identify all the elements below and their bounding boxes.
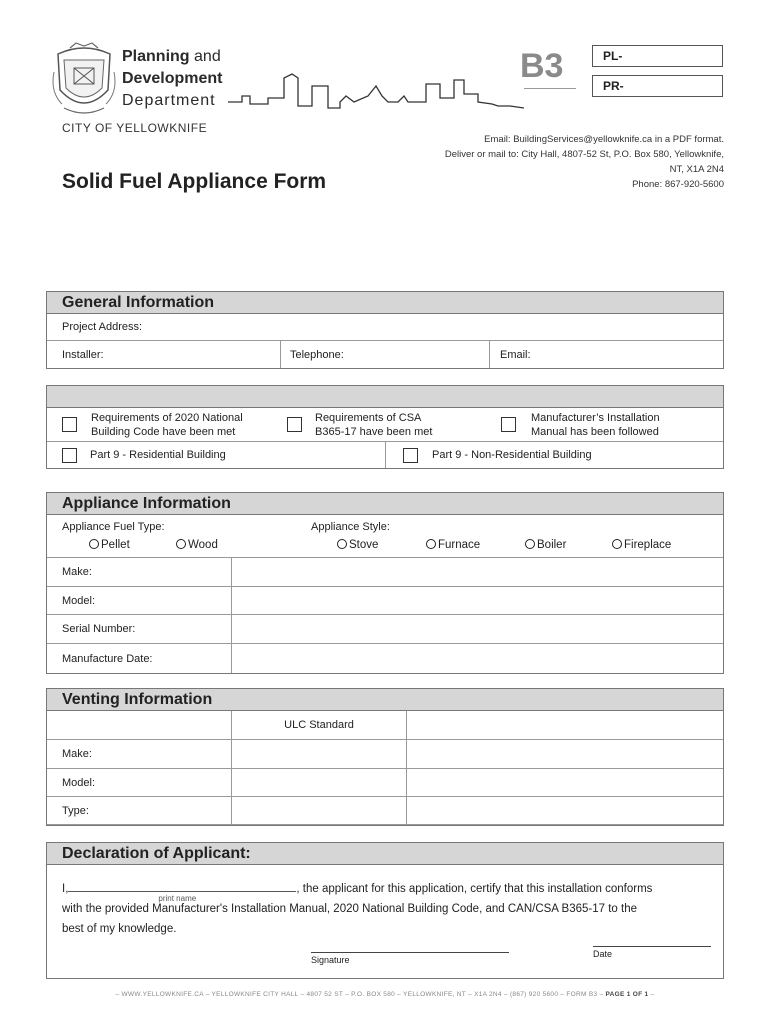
logo-line2: Development [122,70,223,87]
requirements-heading [47,386,723,408]
csa-line1: Requirements of CSA [315,411,422,424]
declaration-line2: with the provided Manufacturer's Installation Manual, 2020 National Building Code, and CAN/CSA B365-17 to the [62,903,637,915]
serial-number-row [47,615,723,644]
date-field[interactable] [593,946,711,947]
logo-wordmark [122,46,222,112]
declaration-section [46,842,724,979]
venting-information-section [46,688,724,826]
appliance-make-field[interactable] [232,558,723,586]
venting-type-label: Type: [62,804,89,817]
appliance-type-row [47,515,723,558]
email-field[interactable] [491,341,723,368]
contact-postal: NT, X1A 2N4 [669,164,724,175]
csa-checkbox[interactable] [287,417,302,432]
boiler-radio[interactable] [525,539,535,549]
furnace-label: Furnace [438,539,481,551]
venting-make-field[interactable] [407,740,723,768]
nonresidential-checkbox[interactable] [403,448,418,463]
wood-radio[interactable] [176,539,186,549]
requirements-section [46,385,724,469]
pl-label: PL- [603,49,623,63]
manufacture-date-row [47,644,723,673]
declaration-line1: , the applicant for this application, certify that this installation conforms [296,883,653,895]
footer-tail: – [650,991,655,998]
stove-label: Stove [349,539,379,551]
footer-page: PAGE 1 OF 1 [605,991,649,998]
footer-text: – WWW.YELLOWKNIFE.CA – YELLOWKNIFE CITY HALL – 4807 52 ST – P.O. BOX 580 – YELLOWKNIFE, NT – X1A 2N4 – (867) 920 5600 – FORM B3 – [115,991,604,998]
signature-field[interactable] [311,952,509,953]
fireplace-label: Fireplace [624,539,672,551]
serial-number-field[interactable] [232,615,723,643]
contact-phone: Phone: 867-920-5600 [632,179,724,190]
stove-option[interactable] [337,539,378,551]
appliance-make-label: Make: [62,566,92,578]
logo-line1: Planning [122,48,190,65]
wood-option[interactable] [176,539,218,551]
appliance-information-section [46,492,724,674]
contact-block [364,132,724,192]
appliance-model-row [47,587,723,615]
telephone-field[interactable] [281,341,477,368]
print-name-field[interactable] [68,879,296,903]
pl-number-field[interactable] [592,45,723,67]
stove-radio[interactable] [337,539,347,549]
installer-label: Installer: [62,348,104,361]
general-information-heading: General Information [47,292,723,314]
manufacturer-line1: Manufacturer’s Installation [531,411,660,424]
requirements-row [47,408,723,442]
declaration-prefix: I, [62,883,69,895]
installer-field[interactable] [53,341,279,368]
manufacturer-checkbox[interactable] [501,417,516,432]
venting-make-label: Make: [62,748,92,760]
logo-line3: Department [122,92,216,109]
project-address-row[interactable] [47,314,723,341]
wood-label: Wood [188,539,218,551]
appliance-model-label: Model: [62,594,96,607]
page-footer [0,991,770,998]
requirement-nbc [53,408,283,441]
logo-line1-suffix: and [194,48,221,65]
nbc-line2: Building Code have been met [91,425,236,438]
manufacture-date-label: Manufacture Date: [62,652,153,665]
venting-corner-cell [53,711,229,739]
telephone-label: Telephone: [290,348,344,361]
part9-residential-option [53,442,383,468]
city-name: CITY OF YELLOWKNIFE [62,121,208,135]
fireplace-radio[interactable] [612,539,622,549]
csa-line2: B365-17 have been met [315,425,433,438]
appliance-model-field[interactable] [232,587,723,614]
residential-label: Part 9 - Residential Building [90,449,226,461]
boiler-option[interactable] [525,539,566,551]
project-address-label: Project Address: [62,321,143,333]
declaration-line3: best of my knowledge. [62,923,177,935]
manufacture-date-field[interactable] [232,644,723,673]
form-code-underline [524,88,576,89]
requirement-manufacturer [491,408,723,441]
skyline-graphic [228,72,524,110]
residential-checkbox[interactable] [62,448,77,463]
nonresidential-label: Part 9 - Non-Residential Building [432,449,592,461]
ulc-standard-field[interactable] [232,741,406,826]
venting-information-heading: Venting Information [47,689,723,711]
pellet-option[interactable] [89,539,130,551]
requirement-csa [279,408,489,441]
declaration-text [62,879,722,939]
divider [406,711,407,739]
furnace-radio[interactable] [426,539,436,549]
form-code: B3 [520,47,564,85]
serial-number-label: Serial Number: [62,623,136,635]
boiler-label: Boiler [537,539,567,551]
venting-type-field[interactable] [407,797,723,824]
form-title: Solid Fuel Appliance Form [62,170,327,193]
fuel-type-label: Appliance Fuel Type: [62,521,165,533]
ulc-standard-header: ULC Standard [284,719,354,731]
pr-label: PR- [603,79,624,93]
venting-model-field[interactable] [407,769,723,796]
contact-email: Email: BuildingServices@yellowknife.ca in a PDF format. [484,134,724,145]
appliance-make-row [47,558,723,587]
style-label: Appliance Style: [311,521,390,533]
city-crest-logo [50,42,118,122]
venting-header-row [47,711,723,740]
venting-model-label: Model: [62,776,96,789]
pellet-radio[interactable] [89,539,99,549]
furnace-option[interactable] [426,539,480,551]
divider [489,341,490,368]
date-label: Date [593,949,613,959]
divider [385,442,386,468]
general-information-section [46,291,724,369]
email-label: Email: [500,348,531,361]
nbc-line1: Requirements of 2020 National [91,411,243,424]
part9-nonresidential-option [387,442,723,468]
print-name-caption: print name [158,894,197,903]
pellet-label: Pellet [101,539,130,551]
building-part-row [47,442,723,468]
nbc-checkbox[interactable] [62,417,77,432]
contact-mail: Deliver or mail to: City Hall, 4807-52 St, P.O. Box 580, Yellowknife, [444,149,724,160]
appliance-information-heading: Appliance Information [47,493,723,515]
manufacturer-line2: Manual has been followed [531,425,659,438]
installer-row [47,341,723,368]
fireplace-option[interactable] [612,539,671,551]
pr-number-field[interactable] [592,75,723,97]
signature-label: Signature [311,955,350,965]
declaration-heading: Declaration of Applicant: [47,843,723,865]
